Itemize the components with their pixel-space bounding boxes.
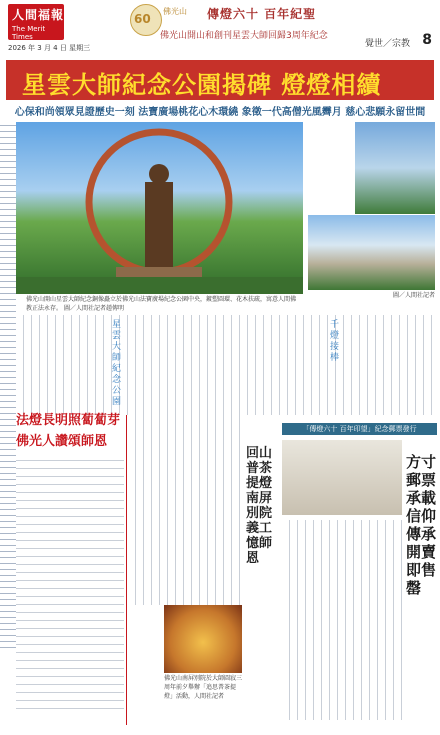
main-photo-credit: 圖／人間社記者趙傳明: [63, 305, 124, 312]
main-photo: [16, 122, 303, 294]
left-adjacent-column: [0, 120, 16, 650]
main-photo-caption-text: 佛光山開山星雲大師紀念銅像矗立於佛光山法寶廣場紀念公園中央，鍍塑圓環、花木扶疏，寓意人間佛教正法永存。: [26, 296, 297, 312]
middle-article-body: [128, 415, 244, 605]
section-divider: [126, 415, 127, 725]
left-article-headline-2: 佛光人讚頌師恩: [16, 434, 108, 449]
sub-headline: 心保和尚領眾見證歷史一刻 法寶廣場桃花心木環繞 象徵一代高僧光風霽月 慈心悲願永留世間: [14, 107, 426, 118]
lantern-event-photo: [164, 605, 242, 673]
newspaper-logo: [8, 4, 64, 40]
logo-chinese: 人間福報: [12, 8, 65, 22]
headline-band: [6, 60, 434, 100]
right-photo-statue: [355, 122, 435, 214]
anniversary-line: 佛光山開山和創刊星雲大師回歸3周年紀念: [160, 31, 328, 41]
statue-ring-illustration: [16, 122, 303, 294]
middle-article-headline: 回山普茶提燈南屏別院義工憶師恩: [246, 446, 273, 566]
stamp-event-photo: [282, 440, 402, 515]
anniversary-emblem-icon: [130, 4, 162, 36]
masthead: [0, 0, 440, 56]
brand-name: 佛光山: [163, 7, 187, 16]
stamp-banner: 「傳燈六十 百年印望」紀念郵票發行: [282, 423, 437, 435]
issue-date: 2026 年 3 月 4 日 星期三: [8, 44, 91, 52]
right-photo-caption: 圖／人間社記者: [392, 292, 435, 299]
stamp-article-headline: 方寸郵票承載信仰傳承 開賣即售罄: [406, 453, 437, 597]
main-headline: 星雲大師紀念公園揭碑 燈燈相續: [22, 71, 382, 99]
stamp-article-body: [282, 520, 402, 720]
anniversary-slogan: 傳燈六十 百年紀聖: [207, 7, 317, 21]
right-photo-temple: [308, 215, 435, 290]
left-article-headline-1: 法燈長明照蔔蔔芽: [16, 413, 121, 428]
column-heading-1: 星雲大師紀念公園: [112, 320, 122, 407]
emblem-number: 60: [134, 12, 151, 26]
section-label: 覺世／宗教: [364, 39, 410, 49]
left-article-body: [16, 453, 124, 713]
main-photo-caption: [26, 294, 301, 312]
page-number: 8: [422, 32, 432, 48]
lantern-photo-caption: 佛光山南屏別院於大師圓寂三周年前夕舉辦「追思普茶提燈」活動，人間社記者: [164, 675, 243, 700]
article-columns-upper-right: [128, 315, 436, 415]
right-text-block: [305, 122, 355, 214]
column-heading-2: 千燈接棒: [330, 320, 340, 363]
logo-english: The Merit Times: [12, 25, 46, 41]
